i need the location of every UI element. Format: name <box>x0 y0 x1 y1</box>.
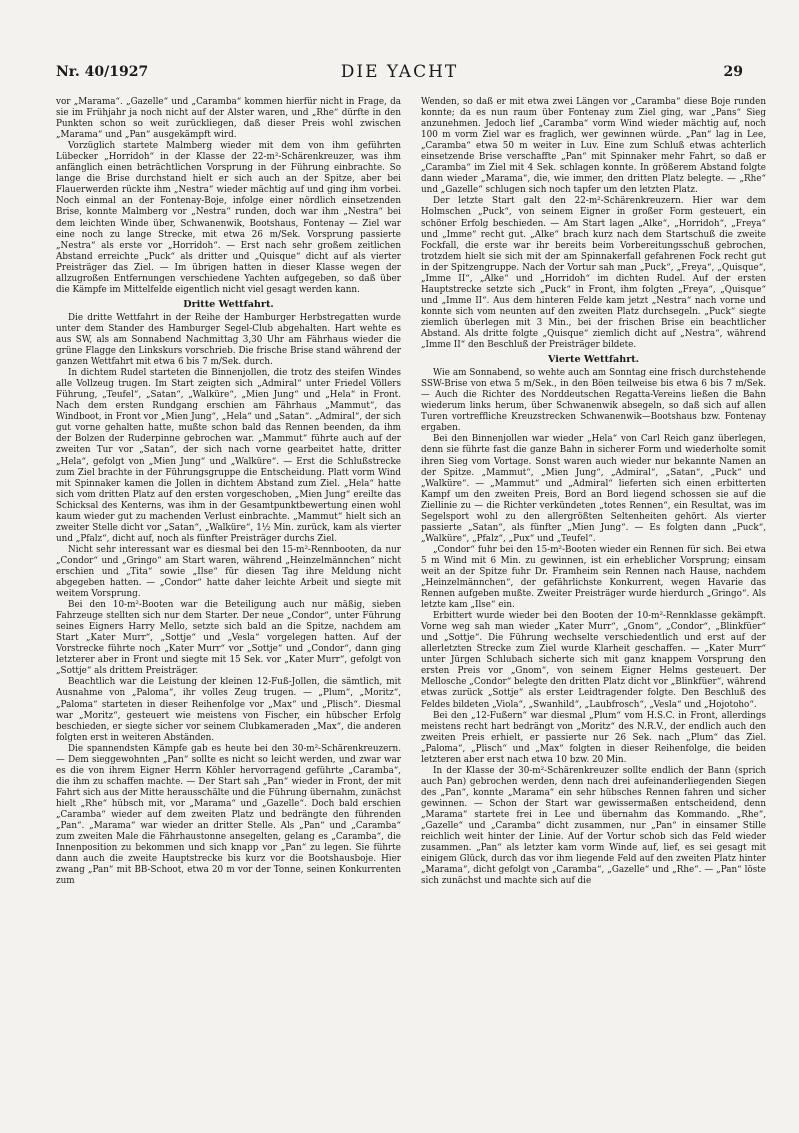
paragraph: Bei den Binnenjollen war wieder „Hela“ von Carl Reich ganz überlegen, denn sie führte fast die ganze Bahn in sicherer Form und wiederholte somit ihren Sieg vom Vortage. Sonst waren auch wieder nur bekannte Namen an der Spitze. „Mammut“, „Mien Jung“, „Admiral“, „Satan“, „Puck“ und „Walküre“. — „Mammut“ und „Admiral“ lieferten sich einen erbitterten Kampf um den zweiten Preis, Bord an Bord liegend schossen sie auf die Ziellinie zu — die Richter verkündeten „totes Rennen“, ein Resultat, was im Segelsport wohl zu den allergrößten Seltenheiten gehört. Als vierter passierte „Satan“, als fünfter „Mien Jung“. — Es folgten dann „Puck“, „Walküre“, „Pfalz“, „Pux“ und „Teufel“. <box>421 434 766 544</box>
section-heading: Dritte Wettfahrt. <box>183 298 274 310</box>
paragraph: In dichtem Rudel starteten die Binnenjollen, die trotz des steifen Windes alle Vollzeug trugen. Im Start zeigten sich „Admiral“ unter Friedel Völlers Führung, „Teufel“, „Satan“, „Walküre“, „Mien Jung“ und „Hela“ in Front. Nach dem ersten Rundgang erschien am Fährhaus „Mammut“, das Windboot, in Front vor „Mien Jung“, „Hela“ und „Satan“. „Admiral“, der sich gut vorne gehalten hatte, mußte schon bald das Rennen beenden, da ihm der Bolzen der Ruderpinne gebrochen war. „Mammut“ führte auch auf der zweiten Tur vor „Satan“, der sich nach vorne gearbeitet hatte, dritter „Hela“, gefolgt von „Mien Jung“ und „Walküre“. — Erst die Schlußstrecke zum Ziel brachte in der Führungsgruppe die Entscheidung. Platt vorm Wind mit Spinnaker kamen die Jollen in dichtem Abstand zum Ziel. „Hela“ hatte sich vom dritten Platz auf den ersten vorgeschoben, „Mien Jung“ ereilte das Schicksal des Kenterns, was ihm in der Gesamtpunktbewertung einen wohl kaum wieder gut zu machenden Verlust einbrachte. „Mammut“ hielt sich an zweiter Stelle dicht vor „Satan“, „Walküre“, 1½ Min. zurück, kam als vierter und „Pfalz“, dicht auf, noch als fünfter Preisträger durchs Ziel. <box>56 368 401 544</box>
paragraph: Die dritte Wettfahrt in der Reihe der Hamburger Herbstregatten wurde unter dem Stander des Hamburger Segel-Club abgehalten. Hart wehte es aus SW, als am Sonnabend Nachmittag 3,30 Uhr am Fährhaus wieder die grüne Flagge den Linkskurs vorschrieb. Die frische Brise stand während der ganzen Wettfahrt mit etwa 6 bis 7 m/Sek. durch. <box>56 312 401 368</box>
paragraph: Wie am Sonnabend, so wehte auch am Sonntag eine frisch durchstehende SSW-Brise von etwa 5 m/Sek., in den Böen teilweise bis etwa 6 bis 7 m/Sek. — Auch die Richter des Norddeutschen Regatta-Vereins ließen die Bahn wiederum links herum, über Schwanenwik absegeln, so daß sich auf allen Turen vortreffliche Kreuzstrecken Schwanenwik—Bootshaus bzw. Fontenay ergaben. <box>421 368 766 434</box>
paragraph: Nicht sehr interessant war es diesmal bei den 15-m²-Rennbooten, da nur „Condor“ und „Gringo“ am Start waren, während „Heinzelmännchen“ nicht erschien und „Tita“ sowie „Ilse“ für diesen Tag ihre Meldung nicht abgegeben hatten. — „Condor“ hatte daher leichte Arbeit und siegte mit weitem Vorsprung. <box>56 544 401 600</box>
paragraph: Wenden, so daß er mit etwa zwei Längen vor „Caramba“ diese Boje runden konnte; da es nun raum über Fontenay zum Ziel ging, war „Pans“ Sieg anzunehmen. Jedoch lief „Caramba“ vorm Wind wieder mächtig auf, noch 100 m vorm Ziel war es fraglich, wer gewinnen würde. „Pan“ lag in Lee, „Caramba“ etwa 50 m weiter in Luv. Eine zum Schluß etwas achterlich einsetzende Brise verschaffte „Pan“ mit Spinnaker mehr Fahrt, so daß er „Caramba“ im Ziel mit 4 Sek. schlagen konnte. In größerem Abstand folgte dann wieder „Marama“, die, wie immer, den dritten Platz belegte. — „Rhe“ und „Gazelle“ schlugen sich noch tapfer um den letzten Platz. <box>421 97 766 196</box>
section-heading: Vierte Wettfahrt. <box>547 354 640 366</box>
paragraph: Bei den „12-Fußern“ war diesmal „Plum“ vom H.S.C. in Front, allerdings meistens recht hart bedrängt von „Moritz“ des N.R.V., der endlich auch den zweiten Preis erhielt, er passierte nur 26 Sek. nach „Plum“ das Ziel. „Paloma“, „Plisch“ und „Max“ folgten in dieser Reihenfolge, die beiden letzteren aber erst nach etwa 10 bzw. 20 Min. <box>421 710 766 765</box>
journal-title: DIE YACHT <box>340 62 459 82</box>
paragraph: Vorzüglich startete Malmberg wieder mit dem von ihm geführten Lübecker „Horridoh“ in der Klasse der 22-m²-Schärenkreuzer, was ihm anfänglich einen beträchtlichen Vorsprung in der Führung einbrachte. So lange die Brise durchstand hielt er sich auch an der Spitze, aber bei Flauerwerden rückte ihm „Nestra“ wieder mächtig auf und ging ihm vorbei. Noch einmal an der Fontenay-Boje, infolge einer nördlich einsetzenden Brise, konnte Malmberg vor „Nestra“ runden, doch war ihm „Nestra“ bei dem leichten Winde über, Schwanenwik, Bootshaus, Fontenay — Ziel war eine noch zu lange Strecke, mit etwa 26 m/Sek. Vorsprung passierte „Nestra“ als erste vor „Horridoh“. — Erst nach sehr großem zeitlichen Abstand erreichte „Puck“ als dritter und „Quisque“ dicht auf als vierter Preisträger das Ziel. — Im übrigen hatten in dieser Klasse wegen der allzugroßen Entfernungen verschiedene Yachten aufgegeben, so daß über die Kämpfe im Mittelfelde eigentlich nicht viel gesagt werden kann. <box>56 141 401 295</box>
paragraph: Bei den 10-m²-Booten war die Beteiligung auch nur mäßig, sieben Fahrzeuge stellten sich nur dem Starter. Der neue „Condor“, unter Führung seines Eigners Harry Mello, setzte sich bald an die Spitze, nachdem am Start „Kater Murr“, „Sottje“ und „Vesla“ vorgelegen hatten. Auf der Vorstrecke führte noch „Kater Murr“ vor „Sottje“ und „Condor“, dann ging letzterer aber in Front und siegte mit 15 Sek. vor „Kater Murr“, gefolgt von „Sottje“ als drittem Preisträger. <box>56 600 401 677</box>
paragraph: Beachtlich war die Leistung der kleinen 12-Fuß-Jollen, die sämtlich, mit Ausnahme von „Paloma“, ihr volles Zeug trugen. — „Plum“, „Moritz“, „Paloma“ starteten in dieser Reihenfolge vor „Max“ und „Plisch“. Diesmal war „Moritz“, gesteuert wie meistens von Fischer, ein hübscher Erfolg beschieden, er siegte sicher vor seinem Clubkameraden „Max“, die anderen folgten erst in weiteren Abständen. <box>56 677 401 743</box>
page-header <box>56 62 743 84</box>
right-column <box>421 97 766 1087</box>
paragraph: In der Klasse der 30-m²-Schärenkreuzer sollte endlich der Bann (sprich auch Pan) gebrochen werden, denn nach drei aufeinanderliegenden Siegen des „Pan“, konnte „Marama“ ein sehr hübsches Rennen fahren und sicher gewinnen. — Schon der Start war gewissermaßen entscheidend, denn „Marama“ startete frei in Lee und übernahm das Kommando. „Rhe“, „Gazelle“ und „Caramba“ dicht zusammen, nur „Pan“ in einsamer Stille reichlich weit hinter der Linie. Auf der Vortur schob sich das Feld wieder zusammen. „Pan“ als letzter kam vorm Winde auf, lief, es sei gesagt mit einigem Glück, durch das vor ihm liegende Feld auf den zweiten Platz hinter „Marama“, dicht gefolgt von „Caramba“, „Gazelle“ und „Rhe“. — „Pan“ löste sich zunächst und machte sich auf die <box>421 765 766 887</box>
left-column <box>56 97 401 1087</box>
paragraph: Der letzte Start galt den 22-m²-Schärenkreuzern. Hier war dem Holmschen „Puck“, von seinem Eigner in großer Form gesteuert, ein schöner Erfolg beschieden. — Am Start lagen „Alke“, „Horridoh“, „Freya“ und „Imme“ recht gut. „Alke“ brach kurz nach dem Startschuß die zweite Fockfall, die erste war ihr bereits beim Vorbereitungsschuß gebrochen, trotzdem hielt sie sich mit der am Spinnakerfall gefahrenen Fock recht gut in der Spitzengruppe. Nach der Vortur sah man „Puck“, „Freya“, „Quisque“, „Imme II“, „Alke“ und „Horridoh“ im dichten Rudel. Auf der ersten Hauptstrecke setzte sich „Puck“ in Front, ihm folgten „Freya“, „Quisque“ und „Imme II“. Aus dem hinteren Felde kam jetzt „Nestra“ nach vorne und konnte sich vom neunten auf den zweiten Platz durchsegeln. „Puck“ siegte ziemlich überlegen mit 3 Min., bei der frischen Brise ein beachtlicher Abstand. Als dritte folgte „Quisque“ ziemlich dicht auf „Nestra“, während „Imme II“ den Beschluß der Preisträger bildete. <box>421 196 766 351</box>
paragraph: „Condor“ fuhr bei den 15-m²-Booten wieder ein Rennen für sich. Bei etwa 5 m Wind mit 6 Min. zu gewinnen, ist ein erheblicher Vorsprung; einsam weit an der Spitze fuhr Dr. Framheim sein Rennen nach Hause, nachdem „Heinzelmännchen“, der gefährlichste Konkurrent, wegen Havarie das Rennen aufgeben mußte. Zweiter Preisträger wurde hierdurch „Gringo“. Als letzte kam „Ilse“ ein. <box>421 544 766 611</box>
paragraph: Erbittert wurde wieder bei den Booten der 10-m²-Rennklasse gekämpft. Vorne weg sah man wieder „Kater Murr“, „Gnom“, „Condor“, „Blinkfüer“ und „Sottje“. Die Führung wechselte verschiedentlich und erst auf der allerletzten Strecke zum Ziel wurde Klarheit geschaffen. — „Kater Murr“ unter Jürgen Schlubach sicherte sich mit ganz knappem Vorsprung den ersten Preis vor „Gnom“, von seinem Eigner Helms gesteuert. Der Mellosche „Condor“ belegte den dritten Platz dicht vor „Blinkfüer“, während etwas zurück „Sottje“ als erster Leidtragender folgte. Den Beschluß des Feldes bildeten „Viola“, „Swanhild“, „Laubfrosch“, „Vesla“ und „Hojotoho“. <box>421 611 766 710</box>
issue-number: Nr. 40/1927 <box>56 64 149 80</box>
paragraph: Die spannendsten Kämpfe gab es heute bei den 30-m²-Schärenkreuzern. — Dem sieggewohnten „Pan“ sollte es nicht so leicht werden, und zwar war es die von ihrem Eigner Herrn Köhler hervorragend geführte „Caramba“, die ihm zu schaffen machte. — Der Start sah „Pan“ wieder in Front, der mit Fahrt sich aus der Mitte herausschälte und die Führung übernahm, zunächst hielt „Rhe“ hübsch mit, vor „Marama“ und „Gazelle“. Doch bald erschien „Caramba“ wieder auf dem zweiten Platz und bedrängte den führenden „Pan“. „Marama“ war wieder an dritter Stelle. Als „Pan“ und „Caramba“ zum zweiten Male die Fährhaustonne ansegelten, gelang es „Caramba“, die Innenposition zu bekommen und sich knapp vor „Pan“ zu legen. Sie führte dann auch die zweite Hauptstrecke bis kurz vor die Bootshausboje. Hier zwang „Pan“ mit BB-Schoot, etwa 20 m vor der Tonne, seinen Konkurrenten zum <box>56 743 401 887</box>
paragraph: vor „Marama“. „Gazelle“ und „Caramba“ kommen hierfür nicht in Frage, da sie im Frühjahr ja noch nicht auf der Alster waren, und „Rhe“ dürfte in den Punkten schon so weit zurückliegen, daß dieser Preis wohl zwischen „Marama“ und „Pan“ ausgekämpft wird. <box>56 97 401 141</box>
page-number: 29 <box>723 64 743 80</box>
